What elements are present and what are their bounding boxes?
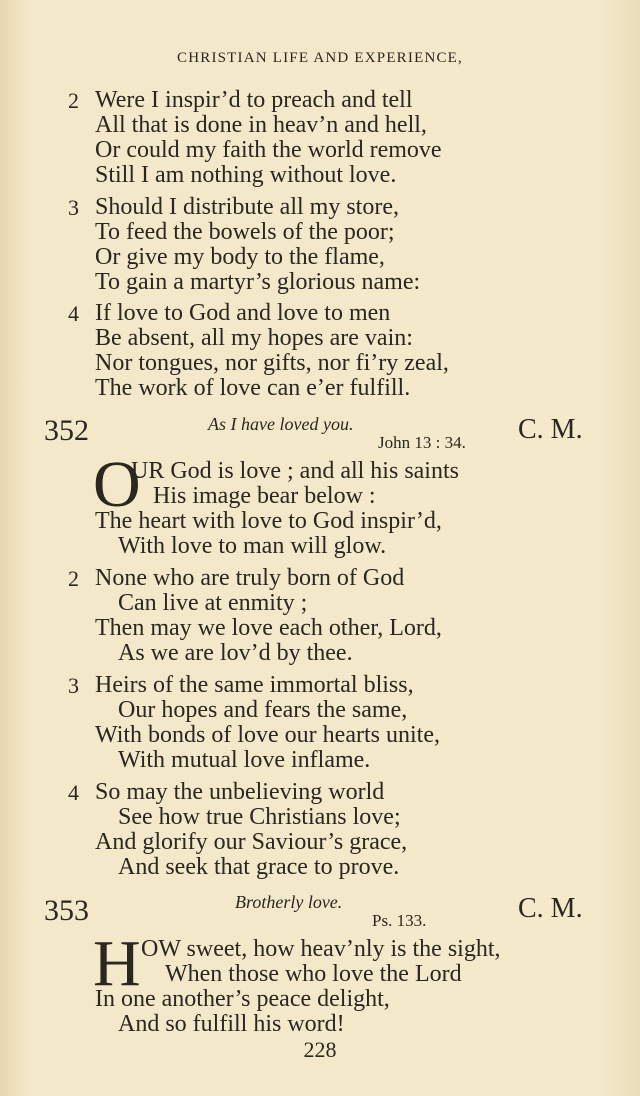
verse-line: Should I distribute all my store, xyxy=(95,194,399,220)
verse-line: See how true Christians love; xyxy=(118,804,401,830)
verse-line: And glorify our Saviour’s grace, xyxy=(95,829,408,855)
stanza-number: 4 xyxy=(68,301,79,326)
stanza-number: 3 xyxy=(68,195,79,220)
verse-line: The heart with love to God inspir’d, xyxy=(95,508,442,534)
hymn-heading: Brotherly love. xyxy=(235,892,343,912)
stanza-number: 2 xyxy=(68,88,79,113)
verse-line: With mutual love inflame. xyxy=(118,747,371,773)
verse-line: If love to God and love to men xyxy=(95,300,391,326)
verse-line: OW sweet, how heav’nly is the sight, xyxy=(141,936,501,962)
hymn-meter: C. M. xyxy=(518,893,583,924)
verse-line: And seek that grace to prove. xyxy=(118,854,400,880)
verse-line: Heirs of the same immortal bliss, xyxy=(95,672,414,698)
hymn-meter: C. M. xyxy=(518,414,583,445)
running-head: CHRISTIAN LIFE AND EXPERIENCE, xyxy=(177,50,463,66)
verse-line: With bonds of love our hearts unite, xyxy=(95,722,440,748)
page-number: 228 xyxy=(303,1037,337,1062)
verse-line: Or could my faith the world remove xyxy=(95,137,442,163)
verse-line: To gain a martyr’s glorious name: xyxy=(95,269,421,295)
verse-line: To feed the bowels of the poor; xyxy=(95,219,395,245)
drop-cap: H xyxy=(93,927,141,1000)
verse-line: As we are lov’d by thee. xyxy=(118,640,353,666)
verse-line: Nor tongues, nor gifts, nor fi’ry zeal, xyxy=(95,350,449,376)
verse-line: When those who love the Lord xyxy=(165,961,462,987)
verse-line: In one another’s peace delight, xyxy=(95,986,390,1012)
verse-line: Were I inspir’d to preach and tell xyxy=(95,87,413,113)
verse-line: Be absent, all my hopes are vain: xyxy=(95,325,413,351)
verse-line: Then may we love each other, Lord, xyxy=(95,615,442,641)
verse-line: And so fulfill his word! xyxy=(118,1011,345,1037)
scripture-reference: John 13 : 34. xyxy=(378,433,466,452)
verse-line: None who are truly born of God xyxy=(95,565,405,591)
scripture-reference: Ps. 133. xyxy=(372,911,427,930)
verse-line: The work of love can e’er fulfill. xyxy=(95,375,411,401)
stanza-number: 2 xyxy=(68,566,79,591)
stanza-number: 3 xyxy=(68,673,79,698)
verse-line: Can live at enmity ; xyxy=(118,590,308,616)
verse-line: Still I am nothing without love. xyxy=(95,162,397,188)
verse-line: Our hopes and fears the same, xyxy=(118,697,408,723)
drop-cap: O xyxy=(93,448,141,521)
verse-line: His image bear below : xyxy=(153,483,376,509)
verse-line: UR God is love ; and all his saints xyxy=(131,458,459,484)
verse-line: All that is done in heav’n and hell, xyxy=(95,112,427,138)
verse-line: Or give my body to the flame, xyxy=(95,244,385,270)
verse-line: So may the unbelieving world xyxy=(95,779,385,805)
hymn-heading: As I have loved you. xyxy=(208,414,354,434)
hymn-number: 353 xyxy=(44,894,89,927)
hymn-number: 352 xyxy=(44,414,89,447)
stanza-number: 4 xyxy=(68,780,79,805)
verse-line: With love to man will glow. xyxy=(118,533,387,559)
